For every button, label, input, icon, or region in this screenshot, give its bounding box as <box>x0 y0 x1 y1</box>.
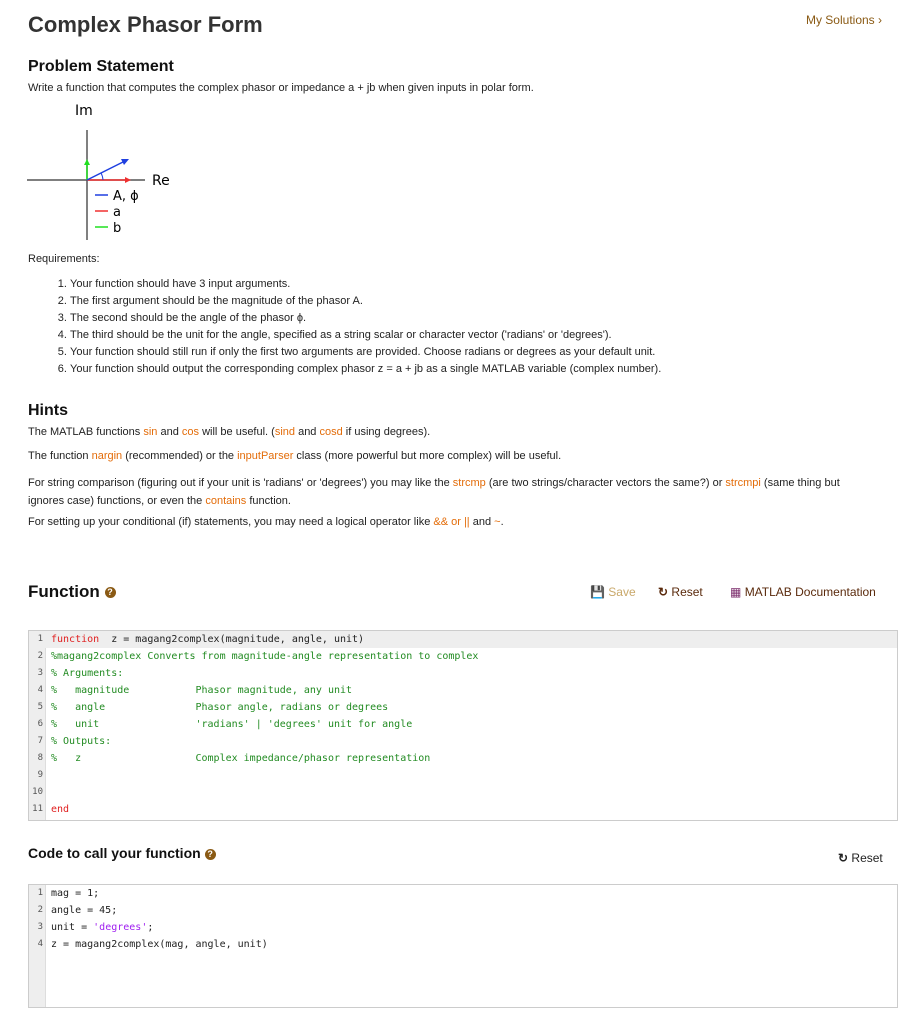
code-token: z = magang2complex(magnitude, angle, unit) <box>99 634 365 645</box>
code-text <box>51 801 69 818</box>
book-icon: ▦ <box>730 585 742 599</box>
code-text <box>51 699 388 716</box>
code-text <box>51 648 478 665</box>
doc-link[interactable]: ~ <box>494 516 501 528</box>
hint-text: and <box>469 516 495 528</box>
code-token: function <box>51 634 100 645</box>
reset-icon: ↻ <box>838 851 849 865</box>
doc-link[interactable]: contains <box>205 495 247 507</box>
line-number: 2 <box>37 651 43 661</box>
help-icon[interactable]: ? <box>205 849 216 860</box>
code-text <box>51 631 364 648</box>
line-number: 5 <box>37 702 43 712</box>
line-number: 10 <box>32 787 43 797</box>
code-token: end <box>51 804 70 815</box>
requirement: 5. Your function should still run if only the first two arguments are provided. Choose radians or degrees as your default unit. <box>70 344 661 361</box>
problem-intro: Write a function that computes the complex phasor or impedance a + jb when given inputs in polar form. <box>28 82 534 94</box>
code-line[interactable] <box>29 665 897 682</box>
line-number: 7 <box>37 736 43 746</box>
line-number: 8 <box>37 753 43 763</box>
line-number: 3 <box>37 922 43 932</box>
hint-text: For setting up your conditional (if) statements, you may need a logical operator like <box>28 516 434 528</box>
line-number: 4 <box>37 939 43 949</box>
hint-text: The function <box>28 450 92 462</box>
line-number: 2 <box>37 905 43 915</box>
code-line[interactable] <box>29 631 897 648</box>
code-text <box>51 885 99 902</box>
code-text <box>51 716 412 733</box>
code-text <box>51 682 352 699</box>
call-editor[interactable] <box>28 884 898 1008</box>
code-line[interactable] <box>29 919 897 936</box>
code-token: unit = <box>51 922 94 933</box>
code-token: mag = 1; <box>51 888 100 899</box>
reset-label: Reset <box>671 585 703 599</box>
requirement: 3. The second should be the angle of the phasor ϕ. <box>70 310 661 327</box>
doc-link[interactable]: cosd <box>319 426 343 438</box>
code-text <box>51 936 268 953</box>
line-number: 1 <box>37 888 43 898</box>
requirement: 6. Your function should output the corresponding complex phasor z = a + jb as a single MATLAB variable (complex number). <box>70 361 661 378</box>
legend-a: a <box>113 205 121 220</box>
line-number: 1 <box>37 634 43 644</box>
call-reset-label: Reset <box>851 851 883 865</box>
code-line[interactable] <box>29 682 897 699</box>
code-token: % magnitude Phasor magnitude, any unit <box>51 685 353 696</box>
reset-button[interactable] <box>658 585 703 599</box>
hint-text: and <box>157 426 182 438</box>
im-label: Im <box>75 103 93 119</box>
hint-text: (recommended) or the <box>122 450 238 462</box>
docs-label: MATLAB Documentation <box>744 585 876 599</box>
requirement: 2. The first argument should be the magnitude of the phasor A. <box>70 293 661 310</box>
code-line[interactable] <box>29 648 897 665</box>
matlab-docs-link[interactable] <box>730 585 876 599</box>
code-line[interactable] <box>29 750 897 767</box>
hint-1 <box>28 426 868 438</box>
code-text <box>51 919 153 936</box>
hint-4 <box>28 516 868 528</box>
code-text <box>51 665 123 682</box>
requirements-label: Requirements: <box>28 253 100 265</box>
hint-3 <box>28 474 868 510</box>
function-heading <box>28 582 116 602</box>
code-line[interactable] <box>29 733 897 750</box>
line-number: 11 <box>32 804 43 814</box>
code-token: %magang2complex Converts from magnitude-angle representation to complex <box>51 651 479 662</box>
code-line[interactable] <box>29 936 897 953</box>
call-reset-button[interactable] <box>838 851 883 865</box>
requirement: 4. The third should be the unit for the angle, specified as a string scalar or character vector ('radians' or 'degrees'). <box>70 327 661 344</box>
hint-text: (are two strings/character vectors the same?) or <box>485 477 726 489</box>
code-line[interactable] <box>29 716 897 733</box>
line-number: 4 <box>37 685 43 695</box>
my-solutions-link[interactable]: My Solutions › <box>805 13 882 27</box>
a-phi-vector <box>87 161 125 180</box>
hint-text: (same thing but ignores case) functions, or even the <box>28 477 840 507</box>
save-button[interactable] <box>590 585 636 599</box>
hint-text: class (more powerful but more complex) will be useful. <box>293 450 562 462</box>
help-icon[interactable]: ? <box>105 587 116 598</box>
code-token: % unit 'radians' | 'degrees' unit for angle <box>51 719 413 730</box>
doc-link[interactable]: sin <box>143 426 158 438</box>
hint-text: if using degrees). <box>342 426 431 438</box>
code-line[interactable] <box>29 885 897 902</box>
doc-link[interactable]: strcmp <box>452 477 486 489</box>
code-token: ; <box>147 922 154 933</box>
requirements-list <box>28 276 661 378</box>
doc-link[interactable]: && or || <box>433 516 470 528</box>
function-editor[interactable] <box>28 630 898 821</box>
code-token: % angle Phasor angle, radians or degrees <box>51 702 389 713</box>
doc-link[interactable]: inputParser <box>237 450 294 462</box>
save-icon: 💾 <box>590 585 605 599</box>
hint-2 <box>28 450 868 462</box>
function-heading-text: Function <box>28 582 100 601</box>
code-token: z = magang2complex(mag, angle, unit) <box>51 939 268 950</box>
code-token: angle = 45; <box>51 905 118 916</box>
requirement: 1. Your function should have 3 input arguments. <box>70 276 661 293</box>
hints-heading: Hints <box>28 402 68 419</box>
hint-text: For string comparison (figuring out if your unit is 'radians' or 'degrees') you may like the <box>28 477 453 489</box>
doc-link[interactable]: strcmpi <box>725 477 761 489</box>
legend-b: b <box>113 221 122 236</box>
doc-link[interactable]: sind <box>274 426 296 438</box>
code-token: % Arguments: <box>51 668 124 679</box>
code-token: % Outputs: <box>51 736 112 747</box>
hint-text: . <box>500 516 504 528</box>
code-line[interactable] <box>29 699 897 716</box>
code-token: 'degrees' <box>93 922 148 933</box>
hint-text: The MATLAB functions <box>28 426 144 438</box>
call-heading-text: Code to call your function <box>28 845 201 861</box>
code-text <box>51 902 117 919</box>
hint-text: and <box>295 426 320 438</box>
code-line[interactable] <box>29 902 897 919</box>
re-label: Re <box>152 173 170 189</box>
call-heading <box>28 845 216 861</box>
line-number: 9 <box>37 770 43 780</box>
doc-link[interactable]: cos <box>181 426 200 438</box>
code-line[interactable] <box>29 767 897 784</box>
legend-a-phi: A, ϕ <box>113 189 139 204</box>
reset-icon: ↻ <box>658 585 669 599</box>
hint-text: will be useful. ( <box>199 426 275 438</box>
code-text <box>51 750 430 767</box>
line-number: 3 <box>37 668 43 678</box>
code-line[interactable] <box>29 801 897 818</box>
line-number: 6 <box>37 719 43 729</box>
code-line[interactable] <box>29 784 897 801</box>
problem-heading: Problem Statement <box>28 58 174 75</box>
code-token: % z Complex impedance/phasor representation <box>51 753 431 764</box>
doc-link[interactable]: nargin <box>91 450 123 462</box>
save-label: Save <box>608 585 636 599</box>
phasor-diagram <box>25 95 185 245</box>
page-title: Complex Phasor Form <box>28 12 263 37</box>
code-text <box>51 733 111 750</box>
hint-text: function. <box>246 495 291 507</box>
